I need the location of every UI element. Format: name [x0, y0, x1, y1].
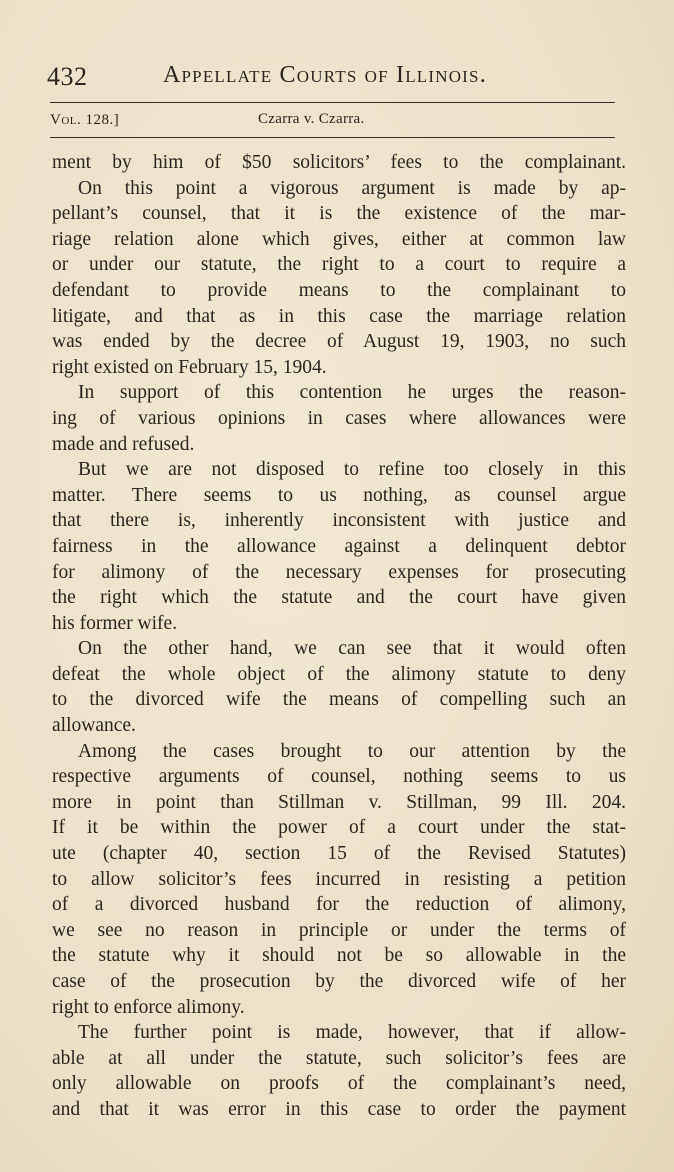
- text-line: that there is, inherently inconsistent with justice and: [52, 510, 626, 532]
- volume-label: Vol. 128.]: [50, 112, 120, 128]
- text-line: of a divorced husband for the reduction of alimony,: [52, 894, 626, 916]
- text-line: The further point is made, however, that if allow-: [78, 1022, 626, 1044]
- text-line: more in point than Stillman v. Stillman, 99 Ill. 204.: [52, 791, 626, 813]
- text-line: Among the cases brought to our attention by the: [78, 740, 626, 762]
- text-line: made and refused.: [52, 433, 195, 455]
- text-line: his former wife.: [52, 612, 178, 634]
- page-number: 432: [47, 62, 88, 91]
- text-line: to the divorced wife the means of compelling such an: [52, 689, 626, 711]
- text-line: If it be within the power of a court under the stat-: [52, 817, 626, 839]
- text-line: respective arguments of counsel, nothing seems to us: [52, 766, 626, 788]
- case-title: Czarra v. Czarra.: [258, 111, 365, 127]
- text-line: ute (chapter 40, section 15 of the Revised Statutes): [52, 843, 626, 865]
- text-line: able at all under the statute, such solicitor’s fees are: [52, 1047, 626, 1069]
- header-rule-top: [50, 102, 615, 103]
- text-line: right existed on February 15, 1904.: [52, 356, 327, 378]
- header-rule-bottom: [50, 137, 615, 138]
- text-line: pellant’s counsel, that it is the existence of the mar-: [52, 203, 626, 225]
- text-line: riage relation alone which gives, either at common law: [52, 228, 626, 250]
- text-line: case of the prosecution by the divorced wife of her: [52, 971, 626, 992]
- text-line: for alimony of the necessary expenses for prosecuting: [52, 561, 626, 583]
- text-line: ing of various opinions in cases where allowances were: [52, 407, 626, 429]
- text-line: defendant to provide means to the complainant to: [52, 279, 626, 301]
- text-line: the statute why it should not be so allowable in the: [52, 945, 626, 967]
- text-line: only allowable on proofs of the complainant’s need,: [52, 1073, 626, 1095]
- text-line: But we are not disposed to refine too closely in this: [78, 459, 626, 481]
- text-line: ment by him of $50 solicitors’ fees to the complainant.: [52, 152, 626, 173]
- text-line: or under our statute, the right to a court to require a: [52, 254, 626, 276]
- text-line: defeat the whole object of the alimony statute to deny: [52, 663, 626, 685]
- text-line: was ended by the decree of August 19, 1903, no such: [52, 331, 626, 353]
- text-line: fairness in the allowance against a delinquent debtor: [52, 535, 626, 557]
- text-line: right to enforce alimony.: [52, 996, 245, 1018]
- text-line: On the other hand, we can see that it would often: [78, 638, 626, 660]
- running-header: [47, 62, 627, 102]
- text-line: and that it was error in this case to order the payment: [52, 1098, 626, 1120]
- text-line: allowance.: [52, 715, 136, 737]
- running-title: Appellate Courts of Illinois.: [163, 62, 487, 88]
- text-line: In support of this contention he urges the reason-: [78, 382, 626, 404]
- text-line: the right which the statute and the court have given: [52, 587, 626, 609]
- text-line: matter. There seems to us nothing, as counsel argue: [52, 484, 626, 506]
- body-text: [52, 150, 626, 1123]
- text-line: we see no reason in principle or under the terms of: [52, 919, 626, 941]
- text-line: to allow solicitor’s fees incurred in resisting a petition: [52, 868, 626, 890]
- text-line: On this point a vigorous argument is made by ap-: [78, 177, 626, 199]
- text-line: litigate, and that as in this case the marriage relation: [52, 305, 626, 327]
